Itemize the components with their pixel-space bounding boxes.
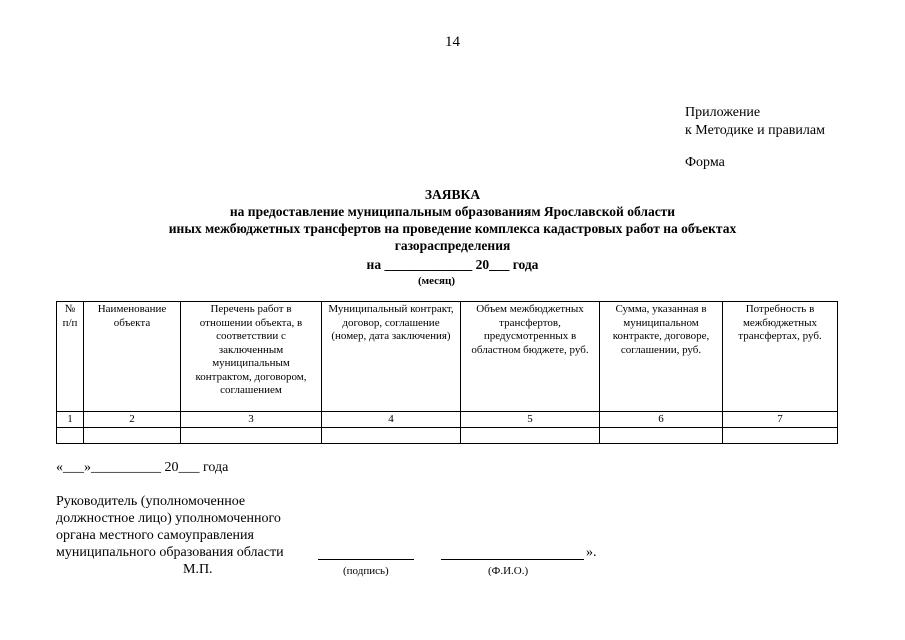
column-number: 1 [57,412,84,428]
closing-quote: ». [586,545,597,560]
header-cell: № п/п [57,302,84,412]
signature-line [318,559,414,560]
column-number: 7 [723,412,838,428]
table-row [57,428,838,444]
table-cell [461,428,600,444]
header-cell: Перечень работ в отношении объекта, в соответствии с заключенным муниципальным контрактом, договором, соглашением [181,302,322,412]
title-line-period: на _____________ 20___ года [366,257,539,272]
document-heading: ЗАЯВКА [424,187,481,202]
column-number: 5 [461,412,600,428]
signatory-line-3: органа местного самоуправления [56,528,254,543]
signatory-line-2: должностное лицо) уполномоченного [56,511,281,526]
signatory-line-4: муниципального образования области [56,545,284,560]
table-cell [723,428,838,444]
title-line-1: на предоставление муниципальным образованиям Ярославской области [229,204,676,219]
date-line: «___»__________ 20___ года [56,460,229,475]
form-label: Форма [685,155,725,170]
table-cell [181,428,322,444]
signatory-line-1: Руководитель (уполномоченное [56,494,246,509]
appendix-line-1: Приложение [685,105,761,120]
appendix-line-2: к Методике и правилам [685,123,825,138]
column-number: 6 [600,412,723,428]
signature-label: (подпись) [343,565,389,577]
table-cell [322,428,461,444]
application-table [56,301,838,444]
header-cell: Наименование объекта [84,302,181,412]
month-note: (месяц) [417,275,455,287]
name-line [441,559,584,560]
header-cell: Сумма, указанная в муниципальном контракте, договоре, соглашении, руб. [600,302,723,412]
column-number: 4 [322,412,461,428]
header-cell: Потребность в межбюджетных трансфертах, руб. [723,302,838,412]
header-cell: Объем межбюджетных трансфертов, предусмотренных в областном бюджете, руб. [461,302,600,412]
table-header-row [57,302,838,412]
column-number-row [57,412,838,428]
page-number: 14 [445,34,460,50]
stamp-label: М.П. [183,562,213,577]
header-cell: Муниципальный контракт, договор, соглашение (номер, дата заключения) [322,302,461,412]
title-line-2: иных межбюджетных трансфертов на проведение комплекса кадастровых работ на объектах [168,221,737,236]
name-label: (Ф.И.О.) [488,565,529,577]
title-line-3: газораспределения [394,238,511,253]
table-cell [600,428,723,444]
column-number: 2 [84,412,181,428]
column-number: 3 [181,412,322,428]
table-cell [57,428,84,444]
table-cell [84,428,181,444]
